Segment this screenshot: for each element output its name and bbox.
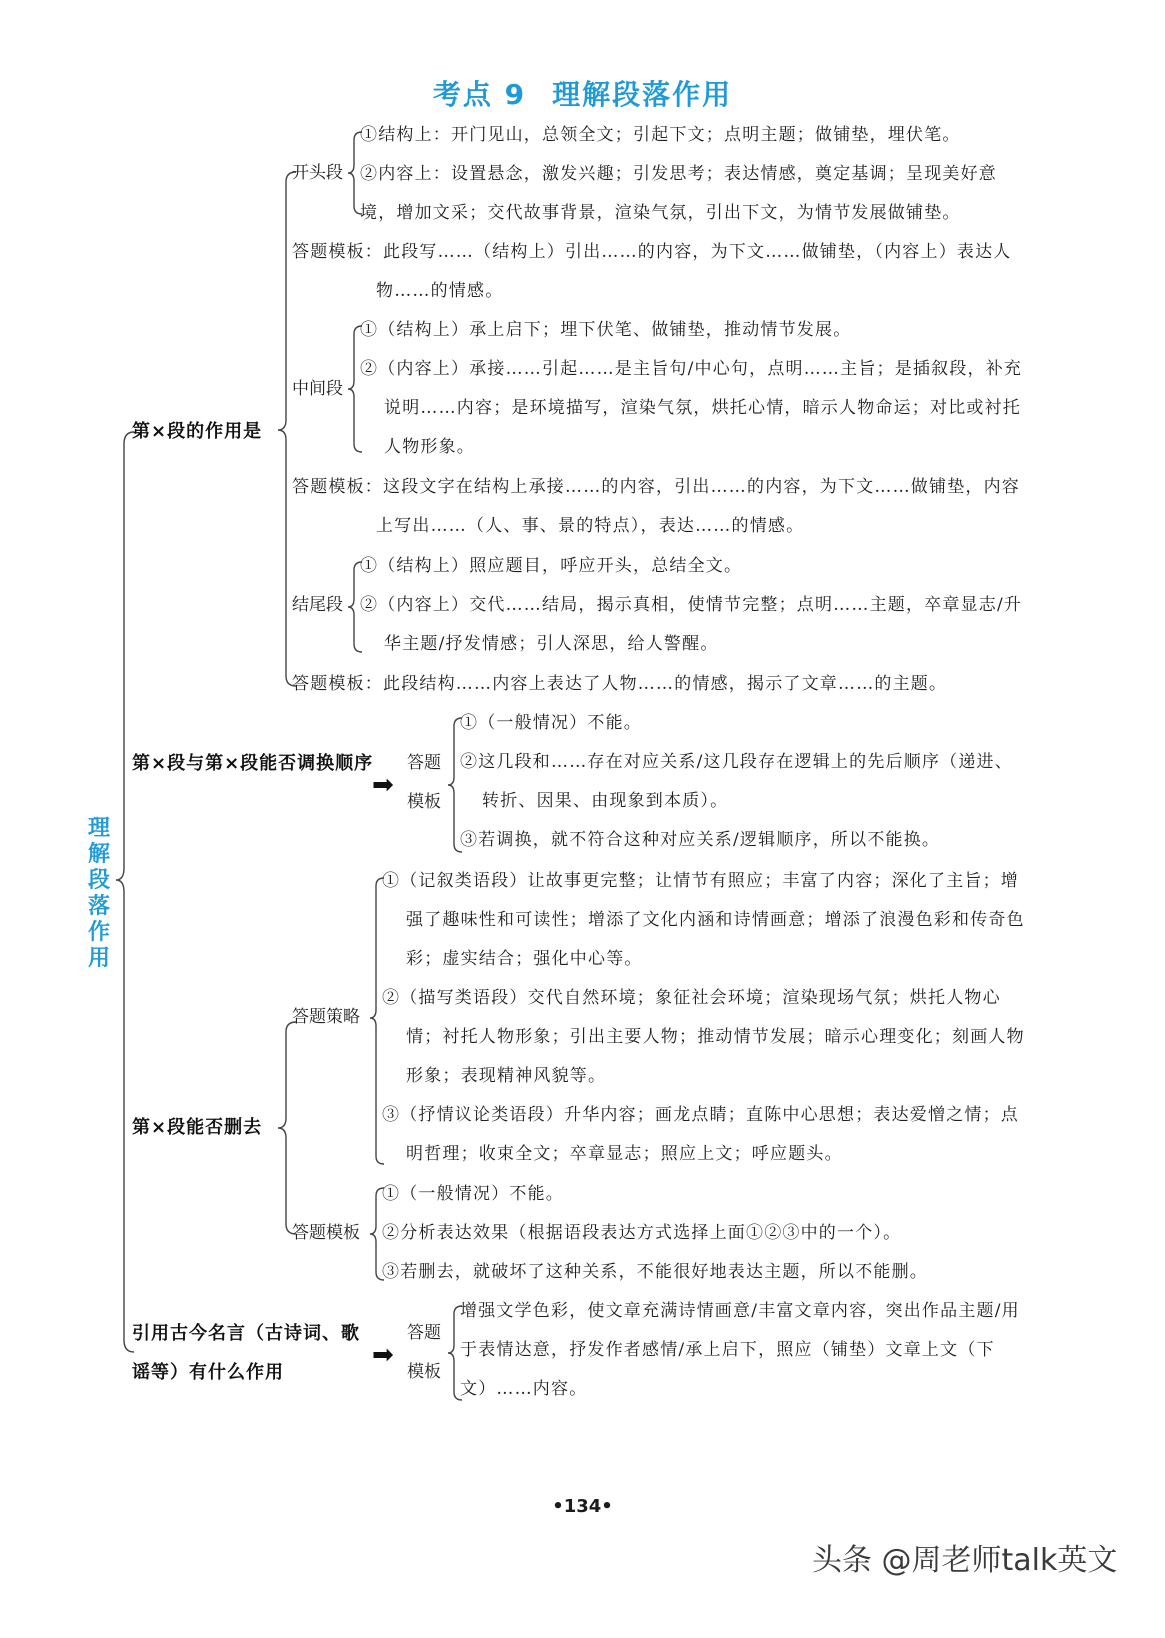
section2-item-1: ①（一般情况）不能。	[460, 713, 642, 733]
middle-template-label: 答题模板：	[292, 477, 383, 497]
section2-item-2	[460, 743, 1030, 821]
opening-label: 开头段	[292, 163, 343, 183]
ending-template-label: 答题模板：	[292, 674, 383, 694]
opening-item-1: ①结构上：开门见山，总领全文；引起下文；点明主题；做铺垫，埋伏笔。	[360, 125, 961, 145]
section3-heading: 第×段能否删去	[132, 1117, 263, 1138]
middle-item-2	[360, 350, 1032, 467]
template3-item-1: ①（一般情况）不能。	[382, 1184, 564, 1204]
section2-item-2-text: ②这几段和……存在对应关系/这几段存在逻辑上的先后顺序（递进、转折、因果、由现象到本质）。	[460, 752, 1013, 811]
section4-label-a: 答题	[407, 1323, 441, 1343]
section4-label-b: 模板	[407, 1362, 441, 1382]
title-main: 理解段落作用	[552, 78, 733, 111]
strategy-item-2-text: ②（描写类语段）交代自然环境；象征社会环境；渲染现场气氛；烘托人物心情；衬托人物形象；引出主要人物；推动情节发展；暗示心理变化；刻画人物形象；表现精神风貌等。	[382, 988, 1025, 1086]
opening-template-label: 答题模板：	[292, 242, 383, 262]
ending-item-1: ①（结构上）照应题目，呼应开头，总结全文。	[360, 556, 743, 576]
opening-template	[292, 233, 1032, 311]
section1-heading: 第×段的作用是	[132, 421, 263, 442]
template3-label: 答题模板	[292, 1223, 360, 1243]
ending-item-2	[360, 586, 1032, 664]
section2-heading: 第×段与第×段能否调换顺序	[132, 753, 374, 774]
section2-label-a: 答题	[407, 753, 441, 773]
arrow-right-icon: ➡	[372, 770, 394, 800]
template3-items	[382, 1175, 1032, 1292]
section4-text: 增强文学色彩，使文章充满诗情画意/丰富文章内容，突出作品主题/用于表情达意，抒发作者感情/承上启下，照应（铺垫）文章上文（下文）……内容。	[460, 1301, 1020, 1399]
arrow-right-icon: ➡	[372, 1340, 394, 1370]
middle-label: 中间段	[292, 379, 343, 399]
section3-bracket	[278, 1022, 296, 1234]
ending-item-2-text: ②（内容上）交代……结局，揭示真相，使情节完整；点明……主题，卒章显志/升华主题/抒发情感；引人深思，给人警醒。	[360, 595, 1023, 654]
strategy-item-1-text: ①（记叙类语段）让故事更完整；让情节有照应；丰富了内容；深化了主旨；增强了趣味性和可读性；增添了文化内涵和诗情画意；增添了浪漫色彩和传奇色彩；虚实结合；强化中心等。	[382, 871, 1025, 969]
strategy-item-3-text: ③（抒情议论类语段）升华内容；画龙点睛；直陈中心思想；表达爱憎之情；点明哲理；收束全文；卒章显志；照应上文；呼应题头。	[382, 1105, 1019, 1164]
page-number: •134•	[552, 1496, 613, 1517]
opening-items	[360, 116, 1032, 233]
watermark: 头条 @周老师talk英文	[812, 1543, 1118, 1578]
section4-heading: 引用古今名言（古诗词、歌谣等）有什么作用	[132, 1323, 360, 1383]
opening-item-2	[360, 155, 1032, 233]
template3-item-3: ③若删去，就破坏了这种关系，不能很好地表达主题，所以不能删。	[382, 1262, 928, 1282]
ending-label: 结尾段	[292, 595, 343, 615]
main-bracket	[116, 432, 134, 1352]
ending-template	[292, 665, 947, 704]
section2-items	[460, 704, 1030, 860]
middle-item-2-text: ②（内容上）承接……引起……是主旨句/中心句，点明……主旨；是插叙段，补充说明……内容；是环境描写，渲染气氛，烘托心情，暗示人物命运；对比或衬托人物形象。	[360, 359, 1023, 457]
template3-item-2: ②分析表达效果（根据语段表达方式选择上面①②③中的一个）。	[382, 1223, 902, 1243]
side-title: 理解段落作用	[88, 816, 111, 971]
strategy-items	[382, 862, 1032, 1174]
opening-template-text: 此段写……（结构上）引出……的内容，为下文……做铺垫，（内容上）表达人物……的情感。	[376, 242, 1012, 301]
section2-label-b: 模板	[407, 792, 441, 812]
section4-label	[404, 1314, 444, 1392]
strategy-label: 答题策略	[292, 1007, 360, 1027]
middle-item-1: ①（结构上）承上启下；埋下伏笔、做铺垫，推动情节发展。	[360, 320, 852, 340]
ending-template-text: 此段结构……内容上表达了人物……的情感，揭示了文章……的主题。	[383, 674, 948, 694]
strategy-item-2	[382, 979, 1032, 1096]
title-prefix: 考点 9	[432, 78, 527, 111]
middle-template	[292, 468, 1032, 546]
strategy-item-1	[382, 862, 1032, 979]
strategy-item-3	[382, 1096, 1032, 1174]
ending-items	[360, 547, 1032, 664]
section2-item-3: ③若调换，就不符合这种对应关系/逻辑顺序，所以不能换。	[460, 830, 941, 850]
section2-label	[404, 744, 444, 822]
middle-items	[360, 311, 1032, 467]
middle-template-text: 这段文字在结构上承接……的内容，引出……的内容，为下文……做铺垫，内容上写出……（人、事、景的特点），表达……的情感。	[376, 477, 1020, 536]
opening-item-2-text: ②内容上：设置悬念，激发兴趣；引发思考；表达情感，奠定基调；呈现美好意境，增加文采；交代故事背景，渲染气氛，引出下文，为情节发展做铺垫。	[360, 164, 997, 223]
